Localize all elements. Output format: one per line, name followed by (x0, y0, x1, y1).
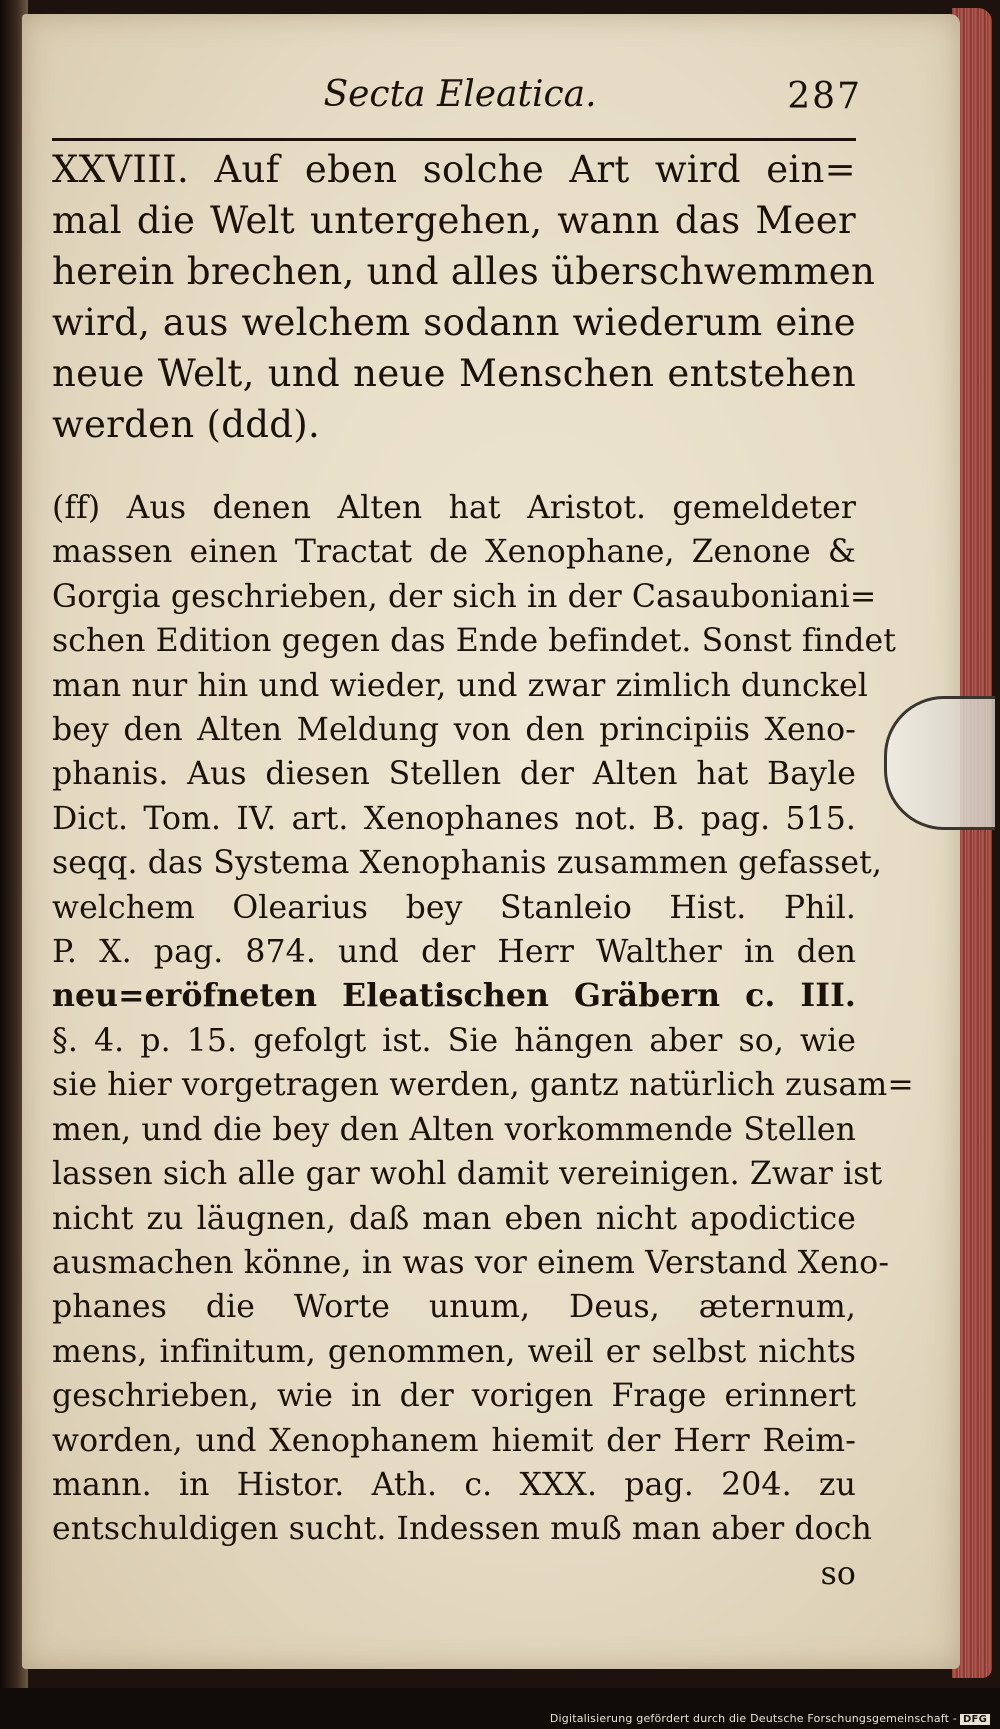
footnote-line: sie hier vorgetragen werden, gantz natürlich zusam= (52, 1067, 914, 1104)
footnote-line: bey den Alten Meldung von den principiis Xeno- (52, 712, 856, 749)
main-line: mal die Welt untergehen, wann das Meer (52, 199, 856, 242)
footnote-line: geschrieben, wie in der vorigen Frage erinnert (52, 1378, 856, 1415)
footnote-line: seqq. das Systema Xenophanis zusammen gefasset, (52, 845, 882, 882)
scan-footer (0, 1688, 1000, 1729)
page-body (52, 144, 914, 1596)
footnote-line: entschuldigen sucht. Indessen muß man aber doch (52, 1511, 872, 1548)
footnote-line: welchem Olearius bey Stanleio Hist. Phil. (52, 889, 856, 926)
footnote-line: §. 4. p. 15. gefolgt ist. Sie hängen aber so, wie (52, 1022, 856, 1059)
main-line: herein brechen, und alles überschwemmen (52, 250, 876, 293)
footnote-line: mens, infinitum, genommen, weil er selbst nichts (52, 1333, 856, 1370)
footnote-line: Gorgia geschrieben, der sich in der Casauboniani= (52, 578, 877, 615)
page-header (60, 70, 860, 130)
footnote-line: ausmachen könne, in was vor einem Verstand Xeno- (52, 1244, 890, 1281)
running-title: Secta Eleatica. (323, 74, 597, 115)
footnote-line: P. X. pag. 874. und der Herr Walther in den (52, 934, 856, 971)
main-line: XXVIII. Auf eben solche Art wird ein= (52, 148, 856, 191)
main-line: neue Welt, und neue Menschen entstehen (52, 352, 856, 395)
footnote-line: massen einen Tractat de Xenophane, Zenone & (52, 534, 856, 571)
footnote-line: (ff) Aus denen Alten hat Aristot. gemeldeter (52, 490, 856, 526)
footnote (52, 486, 914, 1596)
header-rule (52, 138, 856, 141)
main-line: werden (ddd). (52, 403, 321, 446)
dfg-logo-icon: DFG (960, 1714, 990, 1725)
footnote-line: phanes die Worte unum, Deus, æternum, (52, 1289, 856, 1326)
footnote-line: Dict. Tom. IV. art. Xenophanes not. B. pag. 515. (52, 800, 856, 837)
left-margin-marks (4, 180, 24, 1080)
footnote-line: worden, und Xenophanem hiemit der Herr Reim- (52, 1422, 856, 1459)
catchword: so (820, 1555, 856, 1592)
footnote-line: lassen sich alle gar wohl damit vereinigen. Zwar ist (52, 1156, 883, 1193)
footnote-line: schen Edition gegen das Ende befindet. Sonst findet (52, 623, 896, 660)
footnote-line: phanis. Aus diesen Stellen der Alten hat Bayle (52, 756, 856, 793)
footnote-line: nicht zu läugnen, daß man eben nicht apodictice (52, 1200, 856, 1237)
credit-text: Digitalisierung gefördert durch die Deutsche Forschungsgemeinschaft - (549, 1712, 958, 1725)
footnote-line: man nur hin und wieder, und zwar zimlich dunckel (52, 667, 868, 704)
footnote-line: mann. in Histor. Ath. c. XXX. pag. 204. zu (52, 1466, 856, 1503)
footnote-line: men, und die bey den Alten vorkommende Stellen (52, 1111, 856, 1148)
main-line: wird, aus welchem sodann wiederum eine (52, 301, 856, 344)
page-clip (884, 696, 995, 830)
page-number: 287 (787, 76, 862, 117)
footnote-line: neu=eröfneten Eleatischen Gräbern c. III. (52, 977, 856, 1015)
digitization-credit (550, 1712, 990, 1725)
main-paragraph (52, 144, 876, 450)
